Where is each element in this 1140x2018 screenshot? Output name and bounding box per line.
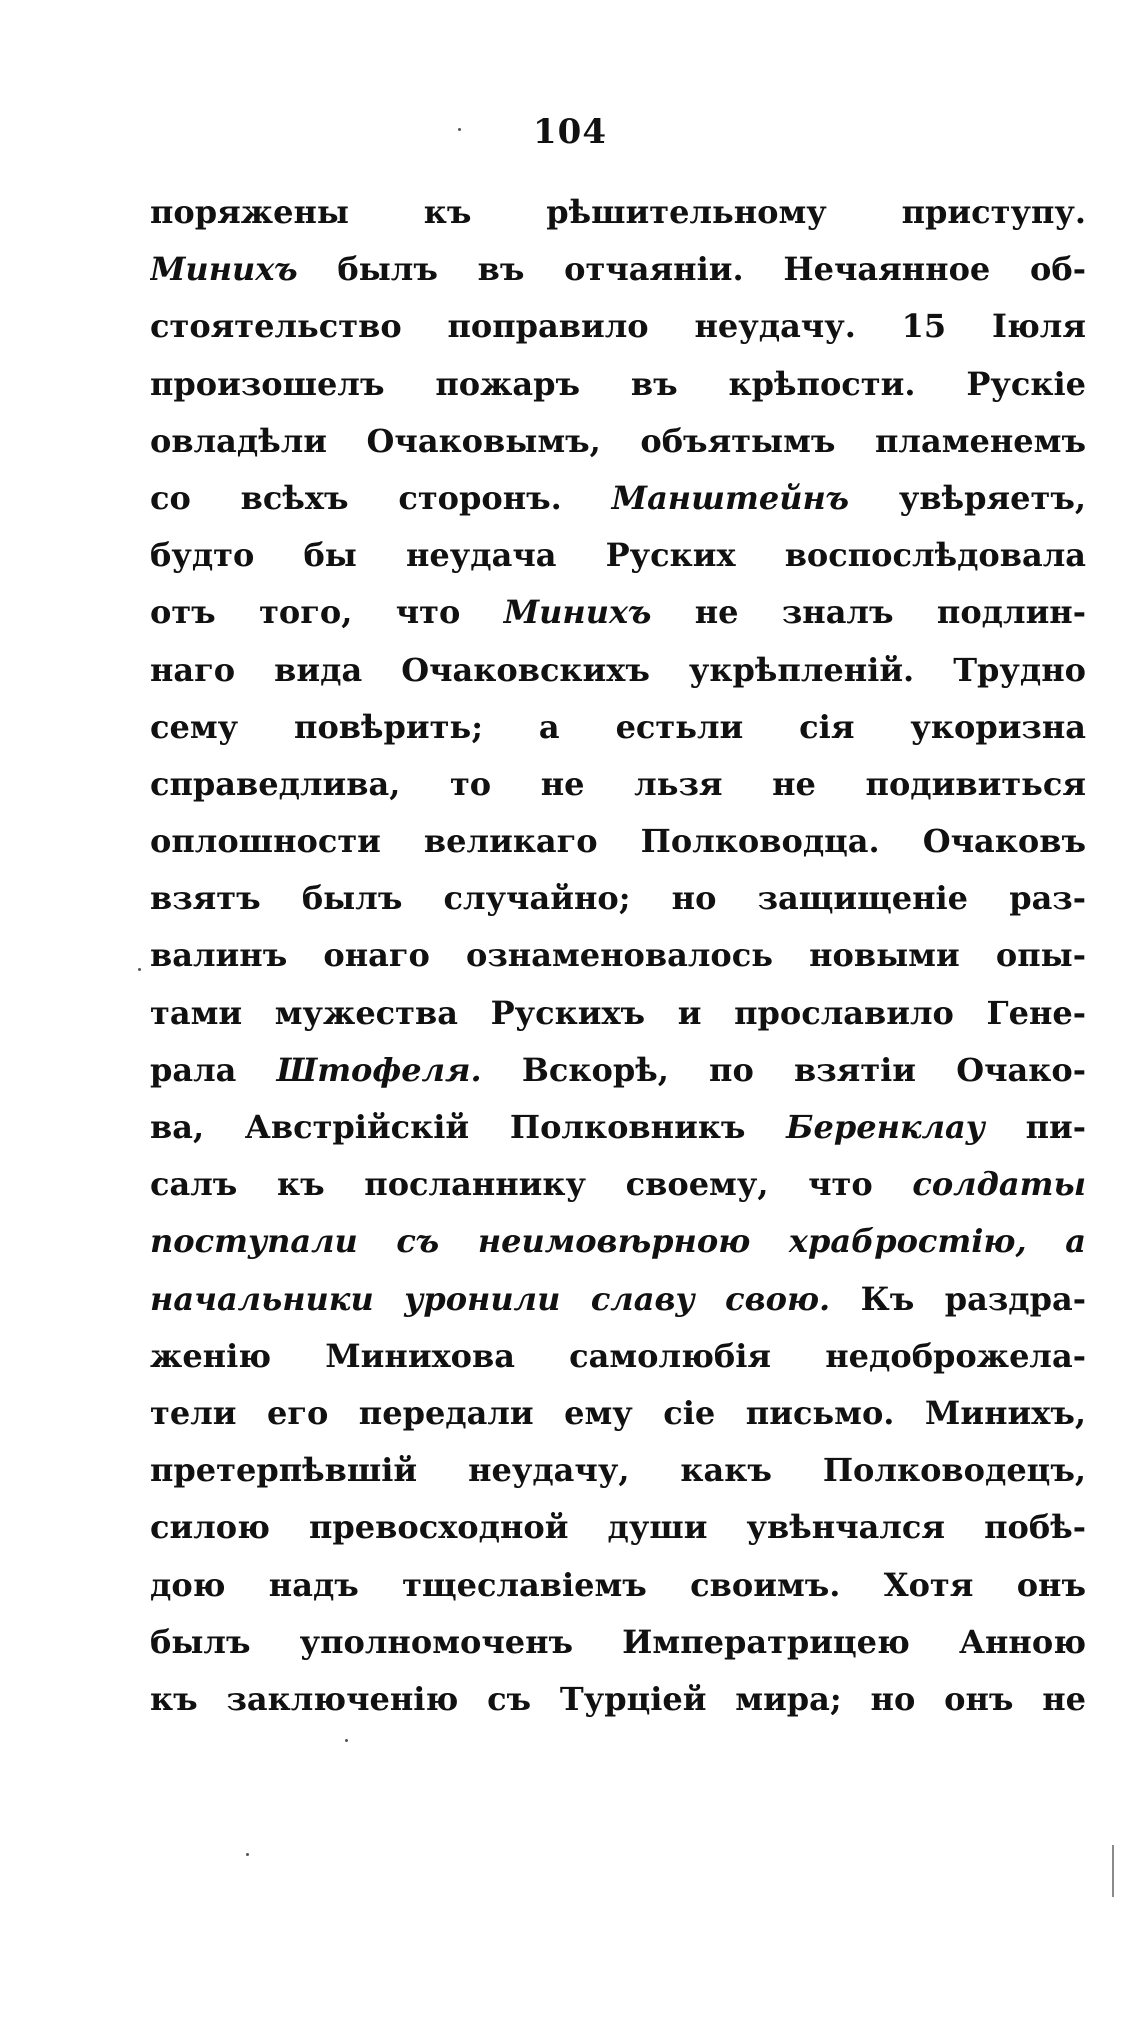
text-line [150, 1499, 1086, 1556]
text-run: женію Миниxова самолюбія недоброжела- [150, 1336, 1086, 1375]
italic-text: Минихъ [150, 250, 298, 289]
text-line [150, 813, 1086, 870]
italic-text: солдаты [912, 1165, 1086, 1204]
text-line [150, 356, 1086, 413]
text-line [150, 756, 1086, 813]
text-run: сему повѣрить; а естьли сія укоризна [150, 707, 1086, 746]
text-run: тели его передали ему сіе письмо. Минихъ, [150, 1393, 1086, 1432]
text-run: со всѣхъ сторонъ. [150, 478, 612, 517]
text-line [150, 1557, 1086, 1614]
text-run: ва, Австрійскій Полковникъ [150, 1108, 787, 1146]
text-line [150, 642, 1086, 699]
text-run: не зналъ подлин- [651, 593, 1086, 632]
text-run: отъ того, что [150, 593, 504, 632]
text-run: Къ раздра- [830, 1279, 1086, 1318]
text-run: дою надъ тщеславіемъ своимъ. Хотя онъ [150, 1565, 1086, 1604]
text-line [150, 470, 1086, 527]
text-run: произошелъ пожаръ въ крѣпости. Рускіе [150, 364, 1086, 403]
text-run: силою превосходной души увѣнчался побѣ- [150, 1508, 1086, 1547]
text-run: наго вида Очаковскихъ укрѣпленій. Трудно [150, 650, 1086, 689]
text-run: будто бы неудача Руских воспослѣдовала [150, 536, 1086, 575]
text-line [150, 1271, 1086, 1328]
text-line [150, 699, 1086, 756]
text-run: былъ въ отчаяніи. Нечаянное об- [297, 250, 1086, 289]
text-line [150, 184, 1086, 241]
text-run: Вскорѣ, по взятіи Очако- [481, 1050, 1086, 1089]
text-line [150, 1671, 1086, 1728]
text-line [150, 1156, 1086, 1213]
text-line [150, 584, 1086, 641]
text-run: овладѣли Очаковымъ, объятымъ пламенемъ [150, 421, 1086, 460]
text-line [150, 1042, 1086, 1099]
text-run: къ заключенію съ Турціей мира; но онъ не [150, 1679, 1086, 1718]
text-line [150, 298, 1086, 355]
text-run: салъ къ посланнику своему, что [150, 1165, 913, 1204]
italic-text: поступали съ неимовѣрною храбростію, а [150, 1222, 1086, 1261]
text-run: былъ уполномоченъ Императрицею Анною [150, 1622, 1086, 1661]
text-line [150, 527, 1086, 584]
text-run: претерпѣвшій неудачу, какъ Полководецъ, [150, 1451, 1086, 1490]
text-run: оплошности великаго Полководца. Очаковъ [150, 822, 1086, 861]
text-line [150, 1099, 1086, 1156]
italic-text: Минихъ [503, 593, 652, 632]
text-line [150, 241, 1086, 298]
text-line [150, 1614, 1086, 1671]
print-speck [345, 1739, 348, 1742]
text-line [150, 1328, 1086, 1385]
text-run: взятъ былъ случайно; но защищеніе раз- [150, 879, 1086, 918]
scan-edge-mark [1112, 1845, 1114, 1897]
text-run: рала [150, 1050, 277, 1089]
print-speck [138, 968, 141, 971]
text-line [150, 1213, 1086, 1270]
text-line [150, 1385, 1086, 1442]
text-line [150, 985, 1086, 1042]
text-run: справедлива, то не льзя не подивиться [150, 764, 1086, 803]
italic-text: Беренклау [786, 1108, 985, 1146]
text-run: тами мужества Рускихъ и прославило Гене- [150, 993, 1086, 1032]
text-run: увѣряетъ, [849, 478, 1086, 517]
text-line [150, 413, 1086, 470]
text-line [150, 1442, 1086, 1499]
page-number: 104 [533, 112, 607, 152]
text-line [150, 870, 1086, 927]
italic-text: Штофеля. [276, 1050, 482, 1089]
text-run: стоятельство поправило неудачу. 15 Іюля [150, 307, 1086, 346]
text-line [150, 927, 1086, 984]
body-text [150, 184, 1086, 1728]
text-run: поряжены къ рѣшительному приступу. [150, 193, 1086, 231]
text-run: валинъ онаго ознаменовалось новыми опы- [150, 936, 1086, 975]
text-run: пи- [984, 1108, 1086, 1146]
italic-text: начальники уронили славу свою. [150, 1279, 831, 1318]
italic-text: Манштейнъ [611, 478, 850, 517]
print-speck [458, 128, 461, 131]
print-speck [246, 1853, 249, 1856]
